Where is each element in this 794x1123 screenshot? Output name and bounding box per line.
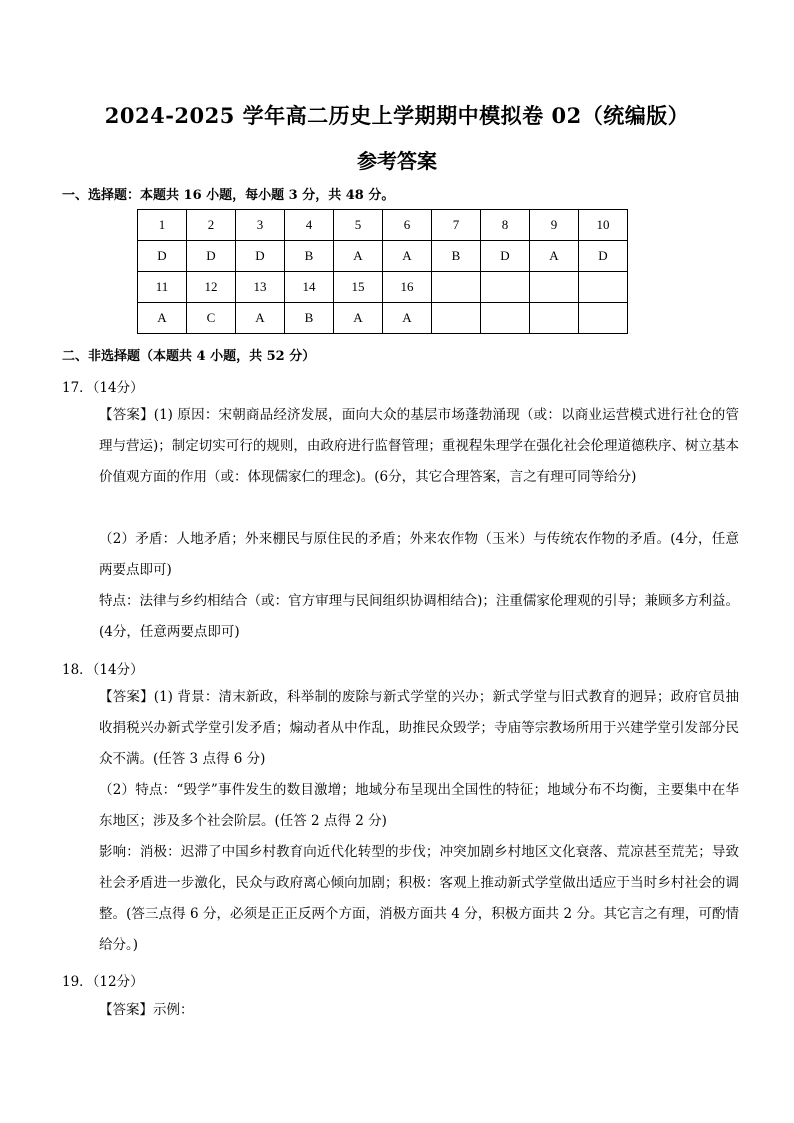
table-cell: 10 — [579, 210, 628, 241]
table-cell — [432, 303, 481, 334]
answer-table — [137, 209, 628, 334]
table-cell — [530, 303, 579, 334]
table-cell: B — [285, 241, 334, 272]
document-subtitle: 参考答案 — [357, 149, 437, 173]
table-cell: A — [383, 303, 432, 334]
table-cell: 4 — [285, 210, 334, 241]
table-cell: 9 — [530, 210, 579, 241]
table-cell — [530, 272, 579, 303]
table-cell: B — [432, 241, 481, 272]
table-cell: D — [579, 241, 628, 272]
table-row — [138, 241, 628, 272]
table-cell: A — [530, 241, 579, 272]
table-cell: 3 — [236, 210, 285, 241]
question-19-answer: 【答案】示例： — [99, 1002, 194, 1018]
table-cell: 5 — [334, 210, 383, 241]
question-18-answer-part2-features: （2）特点：“毁学”事件发生的数目激增；地域分布呈现出全国性的特征；地域分布不均衡，主要集中在华东地区；涉及多个社会阶层。(任答 2 点得 2 分) — [99, 782, 739, 829]
question-17-heading: 17．（14分） — [62, 380, 144, 396]
table-cell: 8 — [481, 210, 530, 241]
table-cell: D — [236, 241, 285, 272]
table-cell: A — [138, 303, 187, 334]
table-cell: D — [481, 241, 530, 272]
table-cell: 12 — [187, 272, 236, 303]
table-cell: A — [236, 303, 285, 334]
question-19-heading: 19．（12分） — [62, 974, 144, 990]
table-cell: 6 — [383, 210, 432, 241]
table-row — [138, 272, 628, 303]
table-cell — [579, 303, 628, 334]
table-cell: 16 — [383, 272, 432, 303]
question-17-answer-part2-features: 特点：法律与乡约相结合（或：官方审理与民间组织协调相结合)；注重儒家伦理观的引导；兼顾多方利益。(4分，任意两要点即可) — [99, 593, 739, 640]
table-cell: 2 — [187, 210, 236, 241]
table-cell: A — [334, 303, 383, 334]
question-17-answer-part2-contradiction: （2）矛盾：人地矛盾；外来棚民与原住民的矛盾；外来农作物（玉米）与传统农作物的矛盾。(4分，任意两要点即可) — [99, 531, 739, 578]
table-cell: 14 — [285, 272, 334, 303]
table-cell: 1 — [138, 210, 187, 241]
table-cell: A — [334, 241, 383, 272]
table-cell: D — [187, 241, 236, 272]
table-row — [138, 210, 628, 241]
table-cell: 15 — [334, 272, 383, 303]
table-cell — [579, 272, 628, 303]
section-choice-heading: 一、选择题：本题共 16 小题，每小题 3 分，共 48 分。 — [62, 188, 395, 203]
table-row — [138, 303, 628, 334]
question-18-answer-part1: 【答案】(1) 背景：清末新政，科举制的废除与新式学堂的兴办；新式学堂与旧式教育的迥异；政府官员抽收捐税兴办新式学堂引发矛盾；煽动者从中作乱，助推民众毁学；寺庙等宗教场所用于兴建学堂引发部分民众不满。(任答 3 点得 6 分) — [99, 689, 739, 767]
table-cell: 7 — [432, 210, 481, 241]
table-cell: A — [383, 241, 432, 272]
table-cell: 11 — [138, 272, 187, 303]
table-cell: D — [138, 241, 187, 272]
table-cell — [432, 272, 481, 303]
question-18-answer-part2-impact: 影响：消极：迟滞了中国乡村教育向近代化转型的步伐；冲突加剧乡村地区文化衰落、荒凉甚至荒芜；导致社会矛盾进一步激化，民众与政府离心倾向加剧；积极：客观上推动新式学堂做出适应于当时乡村社会的调整。(答三点得 6 分，必须是正正反两个方面，消极方面共 4 分，积极方面共 2 分。其它言之有理，可酌情给分。) — [99, 844, 739, 953]
table-cell — [481, 272, 530, 303]
question-17-answer-part1: 【答案】(1) 原因：宋朝商品经济发展，面向大众的基层市场蓬勃涌现（或：以商业运营模式进行社仓的管理与营运)；制定切实可行的规则，由政府进行监督管理；重视程朱理学在强化社会伦理道德秩序、树立基本价值观方面的作用（或：体现儒家仁的理念)。(6分，其它合理答案，言之有理可同等给分) — [99, 407, 739, 485]
section-nonchoice-heading: 二、非选择题（本题共 4 小题，共 52 分） — [62, 349, 316, 364]
table-cell: B — [285, 303, 334, 334]
document-title: 2024-2025 学年高二历史上学期期中模拟卷 02（统编版） — [104, 103, 690, 128]
table-cell — [481, 303, 530, 334]
table-cell: 13 — [236, 272, 285, 303]
table-cell: C — [187, 303, 236, 334]
question-18-heading: 18．（14分） — [62, 662, 144, 678]
